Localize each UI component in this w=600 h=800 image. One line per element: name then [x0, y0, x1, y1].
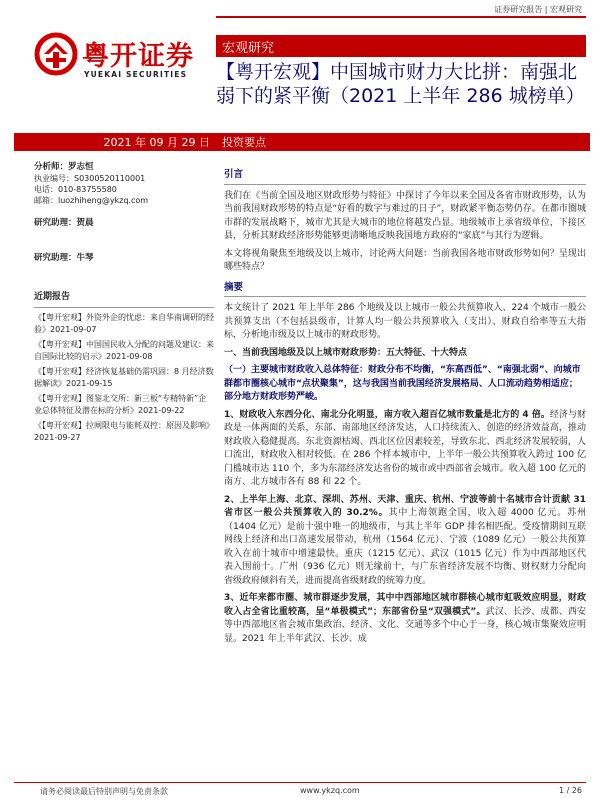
intro-heading: 引言 [224, 169, 244, 180]
footer-divider [14, 782, 586, 783]
recent-report-item[interactable]: 《【粤开宏观】外资外企的忧虑：来自华南调研的经验》2021-09-07 [34, 313, 214, 334]
category-label: 宏观研究 [222, 41, 275, 56]
summary-divider [224, 296, 586, 297]
top-divider [216, 16, 586, 18]
section-band [216, 133, 590, 151]
intro-paragraph-2: 本文将视角聚焦至地级及以上城市，讨论两大问题：当前我国各地市财政形势如何？呈现出哪些特点？ [224, 248, 586, 272]
point-1-lead: 1、财政收入东西分化、南北分化明显，南方收入超百亿城市数量是北方的 4 倍。 [224, 409, 550, 420]
report-title: 【粤开宏观】中国城市财力大比拼：南强北弱下的紧平衡（2021 上半年 286 城榜单） [216, 61, 585, 107]
summary-heading: 摘要 [224, 281, 244, 293]
point-2-lead: 2、上半年上海、北京、深圳、苏州、天津、重庆、杭州、宁波等前十名城市合计贡献 31 省市区一般公共预算收入的 30.2%。 [224, 494, 586, 518]
point-3-text: 武汉、长沙、成都、西安等中西部地区省会城市集政治、经济、文化、交通等多个中心于一身，核心城市集聚效应明显。2021 年上半年武汉、长沙、成 [224, 606, 586, 644]
point-3-lead: 3、近年来都市圈、城市群逐步发展，其中中西部地区城市群核心城市虹吸效应明显，财政收入占全省比重较高，呈“单极模式”；东部省份呈“双强模式”。 [224, 593, 586, 617]
logo [34, 30, 214, 80]
recent-report-item[interactable]: 《【粤开宏观】中国国民收入分配的问题及建议：来自国际比较的启示》2021-09-08 [34, 340, 214, 361]
report-type-label: 证券研究报告 | 宏观研究 [494, 5, 582, 14]
assistant-1: 研究助理：贺晨 [34, 218, 94, 228]
point-3-paragraph [224, 592, 586, 646]
brand-name-cn: 粤开证券 [82, 41, 194, 72]
recent-report-item[interactable]: 《【粤开宏观】拉闸限电与能耗双控：原因及影响》2021-09-27 [34, 421, 214, 442]
recent-report-item[interactable]: 《【粤开宏观】图鉴北交所：新三板“专精特新”企业总体特征及潜在标的分析》2021-09-22 [34, 394, 207, 415]
brand-name-en: YUEKAI SECURITIES [84, 70, 188, 79]
category-band [216, 35, 586, 57]
date-band [14, 133, 216, 151]
report-body [224, 162, 586, 650]
point-2-text: 其中上海领跑全国，收入超 4000 亿元。苏州（1404 亿元）是前十强中唯一的地级市，与其上半年 GDP 排名相匹配。受疫情期间互联网线上经济和出口高速发展带动，杭州（1564 亿元）、宁波（1089 亿元）一般公共预算收入在前十城市中增速最快。重庆（1215 亿元）、武汉（1015 亿元）作为中西部地区代表入围前十。广州（936 亿元）则无缘前十，与广东省经济发展不均衡、财权财力分配向省级政府倾斜有关，进而提高省级财政的统筹力度。 [224, 508, 586, 586]
reports-divider [34, 307, 214, 308]
recent-reports-heading: 近期报告 [34, 292, 71, 302]
intro-divider [224, 184, 586, 185]
point-1-paragraph [224, 409, 586, 490]
analyst-cert: 执业编号：S0300520110001 [34, 174, 146, 183]
yuekai-logo-icon [34, 32, 78, 76]
point-1-heading: 一、当前我国地级及以上城市财政形势：五大特征、十大特点 [224, 347, 468, 358]
intro-paragraph-1: 我们在《当前全国及地区财政形势与特征》中探讨了今年以来全国及各省市财政形势，认为当前我国财政形势的特点是“好看的数字与难过的日子”，财政紧平衡态势仍存。在都市圈城市群的发展战略下，城市尤其是大城市的地位将越发凸显。地级城市上承省级单位，下接区县，分析其财政经济形势能够更清晰地反映我国地方政府的“家底”与其行为逻辑。 [224, 190, 586, 241]
analyst-email[interactable]: 邮箱：luozhiheng@ykzq.com [34, 196, 149, 205]
point-2-paragraph [224, 494, 586, 589]
section-label: 投资要点 [222, 136, 266, 149]
recent-report-item[interactable]: 《【粤开宏观】经济恢复基础仍需巩固：8 月经济数据解读》2021-09-15 [34, 367, 214, 388]
analyst-phone: 电话：010-83755580 [34, 185, 117, 194]
footer-website[interactable]: www.ykzq.com [300, 786, 360, 795]
footer-disclaimer: 请务必阅读最后特别声明与免责条款 [40, 787, 168, 796]
summary-paragraph: 本文统计了 2021 年上半年 286 个地级及以上城市一般公共预算收入、224 个城市一般公共预算支出（不包括县级市，计算人均一般公共预算收入（支出）、财政自给率等五大指标，分析地市级及以上城市的财政形势。 [224, 303, 586, 340]
sidebar [34, 162, 214, 447]
assistant-2: 研究助理：牛琴 [34, 253, 94, 263]
point-1-text: 经济与财政是一体两面的关系，东部、南部地区经济发达，人口持续流入、创造的经济效益高，推动财政收入稳健提高。东北资源枯竭、西北区位因素较差，导致东北、西北经济发展较弱，人口流出，财政收入相对较低。在 286 个样本城市中，上半年一般公共预算收入跨过 100 亿门槛城市达 110 个，多为东部经济发达省份的城市或中西部省会城市。收入超 100 亿元的南方、北方城市各有 88 和 22 个。 [224, 409, 586, 487]
point-1-subheading: （一）主要城市财政收入总体特征：财政分布不均衡，“东高西低”、“南强北弱”、向城市群都市圈核心城市“点状聚集”，这与我国当前我国经济发展格局、人口流动趋势相适应；部分地方财政形势严峻。 [224, 365, 581, 402]
analyst-name: 分析师：罗志恒 [34, 162, 94, 172]
report-date: 2021 年 09 月 29 日 [103, 136, 210, 149]
page-number: 1 / 26 [558, 786, 582, 795]
